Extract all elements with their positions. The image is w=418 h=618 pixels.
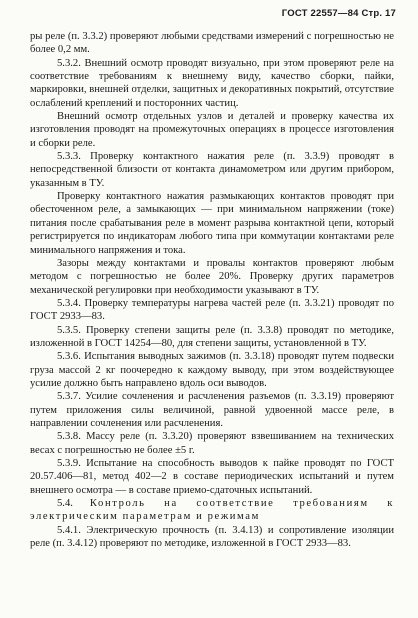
paragraph: ры реле (п. 3.3.2) проверяют любыми средствами измерений с погрешностью не более 0,2 мм. [30, 31, 394, 56]
paragraph: 5.3.5. Проверку степени защиты реле (п. 3.3.8) проводят по методике, изложенной в ГОСТ 14254—80, для степени защиты, установленной в ТУ. [30, 324, 394, 349]
paragraph: 5.3.2. Внешний осмотр проводят визуально, при этом проверяют реле на соответствие требованиям к внешнему виду, качество сборки, пайки, маркировки, внешней отделки, защитных и декоративных покрытий, отсутствие ослаблений креплений и посторонних частиц. [30, 57, 394, 109]
page-number: Стр. 17 [361, 8, 396, 19]
page-header [282, 8, 396, 19]
paragraph: Зазоры между контактами и провалы контактов проверяют любым методом с погрешностью не более 20%. Проверку других параметров механической регулировки при необходимости указывают в ТУ. [30, 257, 394, 296]
paragraph: 5.3.4. Проверку температуры нагрева частей реле (п. 3.3.21) проводят по ГОСТ 2933—83. [30, 297, 394, 323]
paragraph: 5.3.8. Массу реле (п. 3.3.20) проверяют взвешиванием на технических весах с погрешностью не более ±5 г. [30, 431, 394, 456]
body-text [30, 30, 394, 550]
section-number: 5.4. [57, 498, 73, 510]
section-title: Контроль на соответствие требованиям к электрическим параметрам и режимам [30, 498, 394, 523]
paragraph: Внешний осмотр отдельных узлов и деталей и проверку качества их изготовления проводят на промежуточных операциях в процессе изготовления и сборки реле. [30, 111, 394, 149]
paragraph: 5.4.1. Электрическую прочность (п. 3.4.13) и сопротивление изоляции реле (п. 3.4.12) проверяют по методике, изложенной в ГОСТ 2933—83. [30, 524, 394, 550]
paragraph: 5.3.7. Усилие сочленения и расчленения разъемов (п. 3.3.19) проверяют путем приложения силы величиной, равной удвоенной массе реле, в направлении сочленения или расчленения. [30, 391, 394, 429]
paragraph: 5.3.6. Испытания выводных зажимов (п. 3.3.18) проводят путем подвески груза массой 2 кг поочередно к каждому выводу, при этом воздействующее усилие должно быть направлено вдоль оси выводов. [30, 351, 394, 389]
section-heading [30, 497, 394, 524]
standard-number: ГОСТ 22557—84 [281, 8, 359, 19]
paragraph: 5.3.3. Проверку контактного нажатия реле (п. 3.3.9) проводят в непосредственной близости от контакта динамометром или другим прибором, указанным в ТУ. [30, 151, 394, 189]
paragraph: 5.3.9. Испытание на способность выводов к пайке проводят по ГОСТ 20.57.406—81, метод 402—2 в составе периодических испытаний и путем внешнего осмотра — в составе приемо-сдаточных испытаний. [30, 458, 394, 496]
paragraph: Проверку контактного нажатия размыкающих контактов проводят при обесточенном реле, а замыкающих — при минимальном напряжении (токе) питания после срабатывания реле в момент разрыва контактной цепи, который регистрируется по индикаторам любого типа при коммутации контактами реле минимального напряжения и тока. [30, 191, 394, 256]
